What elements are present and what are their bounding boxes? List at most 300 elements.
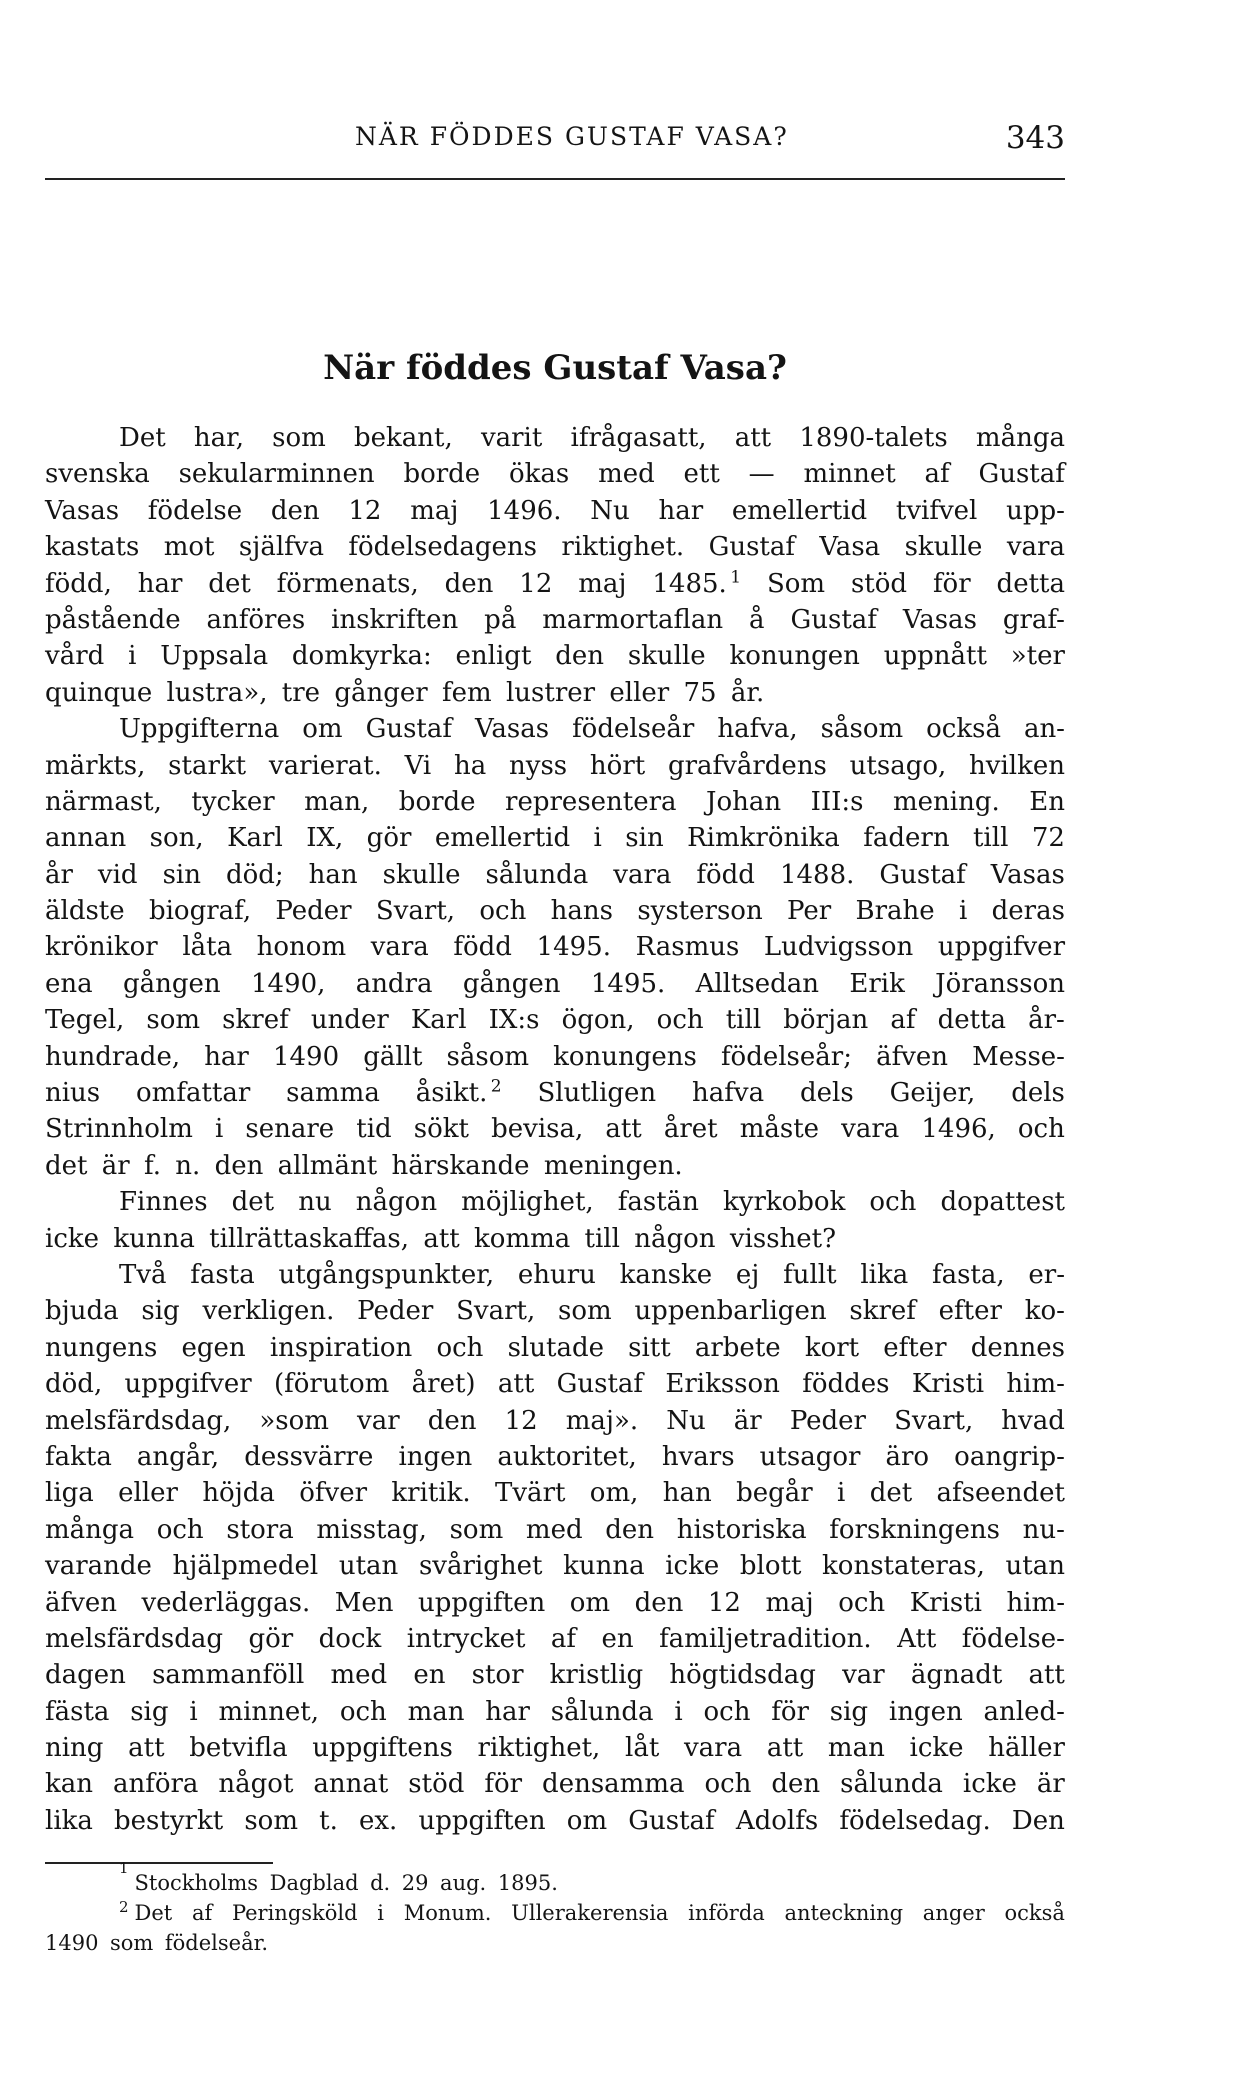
word: minnet xyxy=(803,459,896,490)
word: anled- xyxy=(983,1696,1065,1727)
word: man xyxy=(827,1733,885,1764)
word: sålunda xyxy=(840,1769,943,1800)
word: födelsedagens xyxy=(348,532,537,563)
word: Jöransson xyxy=(935,968,1065,999)
text-line xyxy=(45,1366,1065,1402)
word: till xyxy=(584,1223,620,1254)
word: Peder xyxy=(789,1405,866,1436)
word: »ter xyxy=(1010,641,1065,672)
word: Alltsedan xyxy=(695,968,820,999)
word: tycker xyxy=(191,786,275,817)
word: Monum. xyxy=(403,1901,492,1925)
word: verkligen. xyxy=(202,1296,335,1327)
text-line xyxy=(45,1439,1065,1475)
word: en xyxy=(413,1660,446,1691)
word: ökas xyxy=(509,459,570,490)
word: Den xyxy=(1011,1805,1065,1836)
body-text xyxy=(45,420,1065,1839)
word: i xyxy=(377,1901,384,1925)
word: ning xyxy=(45,1733,104,1764)
word: år xyxy=(45,859,73,890)
word: å xyxy=(749,604,765,635)
word: er- xyxy=(1028,1259,1065,1290)
word-space xyxy=(130,1148,144,1184)
word: him- xyxy=(1006,1369,1065,1400)
word: som xyxy=(146,1005,201,1036)
text-line xyxy=(45,638,1065,674)
word: hvad xyxy=(1001,1405,1065,1436)
footnotes xyxy=(45,1859,1065,1958)
word: »som xyxy=(259,1405,329,1436)
word: 1490 xyxy=(45,1931,99,1955)
word: och xyxy=(479,896,527,927)
word: quinque xyxy=(45,677,153,708)
word: inspiration xyxy=(269,1332,413,1363)
word: öfver xyxy=(299,1478,368,1509)
word: Gustaf xyxy=(708,532,796,563)
word: att xyxy=(497,1369,535,1400)
word: födelsedag. xyxy=(839,1805,991,1836)
word: ifrågasatt, xyxy=(570,423,707,453)
text-line xyxy=(45,748,1065,784)
word: Svart, xyxy=(894,1405,974,1436)
word: bekant, xyxy=(354,423,453,453)
word: dagen xyxy=(45,1660,126,1691)
word: visshet? xyxy=(729,1223,837,1254)
word: nyss xyxy=(509,750,568,781)
word: systerson xyxy=(637,896,763,927)
word: något xyxy=(218,1769,294,1800)
word: den xyxy=(555,641,604,672)
word: 29 xyxy=(401,1871,429,1895)
text-line xyxy=(45,1512,1065,1548)
word: Vasas xyxy=(45,495,120,526)
word: Adolfs xyxy=(735,1805,819,1836)
word: Det xyxy=(134,1901,173,1925)
word: till xyxy=(972,823,1009,854)
word: kritik. xyxy=(391,1478,471,1509)
word: betvifla xyxy=(189,1733,288,1764)
word: äfven xyxy=(45,1587,117,1618)
word: anföra xyxy=(112,1769,199,1800)
word: gången xyxy=(462,968,561,999)
word: svårighet xyxy=(418,1551,543,1582)
word: efter xyxy=(938,1296,1002,1327)
word: som xyxy=(558,1296,612,1327)
word: maj xyxy=(765,1587,814,1618)
word: den xyxy=(427,1405,477,1436)
word: tvifvel xyxy=(895,495,978,526)
word-with-note xyxy=(416,1075,502,1111)
word: maj». xyxy=(565,1405,639,1436)
word: född, xyxy=(45,568,112,599)
text-line xyxy=(45,857,1065,893)
text-line xyxy=(45,820,1065,856)
footnote-line xyxy=(45,1898,1065,1928)
word: dopattest xyxy=(940,1187,1065,1218)
word: skulle xyxy=(627,641,706,672)
word-space xyxy=(409,1221,423,1257)
word: vara xyxy=(841,1114,900,1145)
word: sammanföll xyxy=(152,1660,305,1691)
word: dessvärre xyxy=(244,1441,374,1472)
word-space xyxy=(377,1148,391,1184)
word: den xyxy=(444,568,494,599)
text-line xyxy=(45,1293,1065,1329)
word: många xyxy=(975,423,1065,453)
word: som xyxy=(449,1514,504,1545)
word: högtidsdag xyxy=(669,1660,816,1691)
word: 72 xyxy=(1031,823,1065,854)
word-space xyxy=(195,1221,209,1257)
word-with-mark xyxy=(119,1898,172,1928)
word: häller xyxy=(988,1733,1065,1764)
word: har xyxy=(137,568,183,599)
word: maj xyxy=(578,568,627,599)
word: slutade xyxy=(507,1332,604,1363)
word: ej xyxy=(735,1259,760,1290)
word-space xyxy=(98,1928,110,1958)
word: många xyxy=(45,1514,135,1545)
word: skulle xyxy=(904,532,983,563)
word: blott xyxy=(739,1551,802,1582)
word-space xyxy=(320,675,334,711)
word: kan xyxy=(45,1769,94,1800)
word: och xyxy=(656,1005,704,1036)
word: och xyxy=(156,1514,204,1545)
text-line xyxy=(45,1184,1065,1220)
word: arbete xyxy=(694,1332,781,1363)
word-space xyxy=(87,1148,101,1184)
word: död, xyxy=(45,1369,103,1400)
word: Gustaf xyxy=(556,1369,644,1400)
word: Svart, xyxy=(375,896,456,927)
word: om xyxy=(569,1587,611,1618)
word: efter xyxy=(883,1332,947,1363)
word: allmänt xyxy=(277,1150,378,1181)
word: för xyxy=(771,1696,809,1727)
word-space xyxy=(263,1148,277,1184)
word: lustra», xyxy=(166,677,268,708)
word: hvilken xyxy=(969,750,1065,781)
word: marmortaflan xyxy=(542,604,724,635)
word: 1496, xyxy=(921,1114,996,1145)
word: liga xyxy=(45,1478,94,1509)
word: skref xyxy=(222,1005,289,1036)
word: vård xyxy=(45,641,105,672)
word: man, xyxy=(304,786,370,817)
text-line xyxy=(45,1002,1065,1038)
text-line xyxy=(45,1657,1065,1693)
word: gör xyxy=(366,823,412,854)
word: uppgiften xyxy=(418,1587,546,1618)
word-space xyxy=(460,1221,474,1257)
word-space xyxy=(153,1928,165,1958)
word: och xyxy=(838,1587,886,1618)
word: biograf, xyxy=(148,896,252,927)
word: n. xyxy=(175,1150,201,1181)
word: egen xyxy=(181,1332,246,1363)
word: utgångspunkter, xyxy=(278,1259,495,1290)
word: i xyxy=(837,1478,846,1509)
word: hört xyxy=(589,750,646,781)
word: tillrättaskaffas, xyxy=(209,1223,410,1254)
word: Gustaf xyxy=(978,459,1065,490)
word-space xyxy=(161,1148,175,1184)
word: och xyxy=(339,1696,387,1727)
word: icke xyxy=(665,1551,720,1582)
text-line xyxy=(45,1330,1065,1366)
word: med xyxy=(525,1514,583,1545)
word: Karl xyxy=(227,823,283,854)
word: att xyxy=(605,1114,642,1145)
word: Svart, xyxy=(456,1296,536,1327)
word: grafvårdens xyxy=(667,750,827,781)
word: starkt xyxy=(168,750,247,781)
word: under xyxy=(310,1005,389,1036)
word: 1490 xyxy=(272,1041,340,1072)
word: intrycket xyxy=(406,1623,526,1654)
word: dels xyxy=(1011,1078,1065,1109)
text-line xyxy=(45,1585,1065,1621)
word: någon xyxy=(634,1223,716,1254)
word: nu- xyxy=(1022,1514,1065,1545)
word: aug. xyxy=(440,1871,487,1895)
word: den xyxy=(270,495,320,526)
word: annat xyxy=(313,1769,389,1800)
word: Gustaf xyxy=(879,859,966,890)
text-line xyxy=(45,1548,1065,1584)
word: Tvärt xyxy=(495,1478,566,1509)
word: för xyxy=(484,1769,523,1800)
word: i xyxy=(189,1696,198,1727)
word: uppenbarligen xyxy=(634,1296,827,1327)
word: kyrkobok xyxy=(723,1187,846,1218)
word: födelse xyxy=(147,495,243,526)
word: afseendet xyxy=(936,1478,1065,1509)
word: skulle xyxy=(382,859,461,890)
word: 12 xyxy=(519,568,553,599)
word: och xyxy=(1017,1114,1065,1145)
word: möjlighet, xyxy=(461,1187,594,1218)
word: eller xyxy=(609,677,670,708)
word: påstående xyxy=(45,604,181,635)
word: kanske xyxy=(619,1259,713,1290)
word: domkyrka: xyxy=(291,641,432,672)
word: har xyxy=(485,1696,530,1727)
word: III:s xyxy=(810,786,864,817)
word: har xyxy=(658,495,704,526)
word: andra xyxy=(355,968,433,999)
word-space xyxy=(716,1221,730,1257)
word: närmast, xyxy=(45,786,162,817)
word: Kristi xyxy=(909,1587,982,1618)
word: nu xyxy=(298,1187,332,1218)
word: senare xyxy=(245,1114,335,1145)
word: Gustaf xyxy=(628,1805,715,1836)
word: dennes xyxy=(970,1332,1065,1363)
word: Karl xyxy=(410,1005,467,1036)
word: honom xyxy=(256,932,347,963)
word: att xyxy=(1028,1660,1065,1691)
word: höjda xyxy=(202,1478,275,1509)
word: oangrip- xyxy=(954,1441,1065,1472)
word-space xyxy=(428,675,442,711)
word: Messe- xyxy=(972,1041,1065,1072)
word: 1895. xyxy=(497,1871,558,1895)
word: 12 xyxy=(707,1587,741,1618)
word: sitt xyxy=(628,1332,671,1363)
text-line xyxy=(45,675,1065,711)
word: nungens xyxy=(45,1332,158,1363)
word: födelseår xyxy=(572,714,695,745)
word: Uppsala xyxy=(160,641,269,672)
word: tid xyxy=(356,1114,392,1145)
word: af xyxy=(924,459,950,490)
word: ehuru xyxy=(517,1259,596,1290)
word: varit xyxy=(480,423,543,453)
word: upp- xyxy=(1006,495,1065,526)
word: 1496. xyxy=(487,495,562,526)
word: graf- xyxy=(1002,604,1065,635)
word: fullt xyxy=(783,1259,837,1290)
word: gör xyxy=(248,1623,294,1654)
word: varande xyxy=(45,1551,152,1582)
word: såsom xyxy=(820,714,904,745)
word: år- xyxy=(1028,1005,1065,1036)
word: detta xyxy=(996,568,1065,599)
word: vara xyxy=(370,932,429,963)
text-line xyxy=(45,929,1065,965)
word: Gustaf xyxy=(365,714,453,745)
word: deras xyxy=(991,896,1065,927)
word: vara xyxy=(683,1733,743,1764)
text-line xyxy=(45,1730,1065,1766)
word: hafva xyxy=(692,1078,765,1109)
word: Det xyxy=(119,423,166,453)
word: äldste xyxy=(45,896,125,927)
word: konungens xyxy=(553,1041,697,1072)
word: svenska xyxy=(45,459,150,490)
word: vara xyxy=(613,859,672,890)
text-line xyxy=(45,784,1065,820)
word: ett xyxy=(683,459,720,490)
word: 12 xyxy=(348,495,382,526)
word: det xyxy=(869,1478,913,1509)
footnote-line xyxy=(45,1859,1065,1898)
word: Geijer, xyxy=(889,1078,976,1109)
word: fasta, xyxy=(931,1259,1005,1290)
word: och xyxy=(869,1187,917,1218)
word: Att xyxy=(897,1623,937,1654)
word-with-note xyxy=(652,566,741,602)
word: d. xyxy=(370,1871,391,1895)
word: 1488. xyxy=(779,859,855,890)
word: födelseår; xyxy=(720,1041,852,1072)
word: Per xyxy=(787,896,832,927)
word: på xyxy=(484,604,517,635)
word: med xyxy=(598,459,655,490)
text-line xyxy=(45,1148,1065,1184)
word: anteckning xyxy=(784,1901,904,1925)
text-line xyxy=(45,1475,1065,1511)
word: sig xyxy=(829,1696,869,1727)
text-line xyxy=(45,1039,1065,1075)
word-space xyxy=(595,675,609,711)
word: låt xyxy=(625,1733,660,1764)
word: t. xyxy=(319,1805,338,1836)
text-line xyxy=(45,1221,1065,1257)
footnote-number: 1 xyxy=(119,1859,129,1877)
text-line xyxy=(45,1803,1065,1839)
word: att xyxy=(766,1733,804,1764)
word: nius xyxy=(45,1078,101,1109)
word: maj xyxy=(410,495,459,526)
word: förmenats, xyxy=(276,568,419,599)
word: af xyxy=(191,1901,213,1925)
word: utsagor xyxy=(759,1441,861,1472)
word: sin xyxy=(625,823,664,854)
word: vederläggas. xyxy=(141,1587,311,1618)
word: dock xyxy=(318,1623,382,1654)
word: Tegel, xyxy=(45,1005,125,1036)
word: riktighet. xyxy=(561,532,685,563)
word: att xyxy=(423,1223,460,1254)
word: såsom xyxy=(446,1041,530,1072)
word: 75 xyxy=(683,677,717,708)
word: 1890-talets xyxy=(799,423,948,453)
word: uppgiften xyxy=(418,1805,546,1836)
word: anföres xyxy=(206,604,306,635)
word-space xyxy=(99,1221,113,1257)
word: him- xyxy=(1006,1587,1065,1618)
word: emellertid xyxy=(434,823,571,854)
word: angår, xyxy=(136,1441,220,1472)
word: fasta xyxy=(190,1259,255,1290)
chapter-title: När föddes Gustaf Vasa? xyxy=(323,348,787,388)
word: hundrade, xyxy=(45,1041,181,1072)
word: född xyxy=(453,932,512,963)
word: konstateras, xyxy=(822,1551,985,1582)
word: införda xyxy=(688,1901,765,1925)
text-line xyxy=(45,602,1065,638)
word: om xyxy=(302,714,343,745)
word: an- xyxy=(1023,714,1065,745)
word: den xyxy=(214,1150,264,1181)
word: Dagblad xyxy=(269,1871,359,1895)
word: början xyxy=(783,1005,869,1036)
word: sig xyxy=(130,1696,169,1727)
header-rule xyxy=(45,178,1065,180)
word: Slutligen xyxy=(537,1078,657,1109)
word: det xyxy=(231,1187,275,1218)
word: kunna xyxy=(563,1551,645,1582)
word: gånger xyxy=(334,677,428,708)
word: har xyxy=(204,1041,249,1072)
word: Johan xyxy=(706,786,782,817)
word: den xyxy=(605,1514,655,1545)
word: f. xyxy=(144,1150,161,1181)
word: Brahe xyxy=(855,896,935,927)
word: Strinnholm xyxy=(45,1114,193,1145)
word: föddes xyxy=(802,1369,890,1400)
page-number: 343 xyxy=(1005,120,1065,156)
word: åsikt. xyxy=(415,1078,488,1109)
word: i xyxy=(674,1696,683,1727)
word: mening. xyxy=(893,786,1000,817)
word: födelse- xyxy=(961,1623,1065,1654)
word: år. xyxy=(730,677,765,708)
